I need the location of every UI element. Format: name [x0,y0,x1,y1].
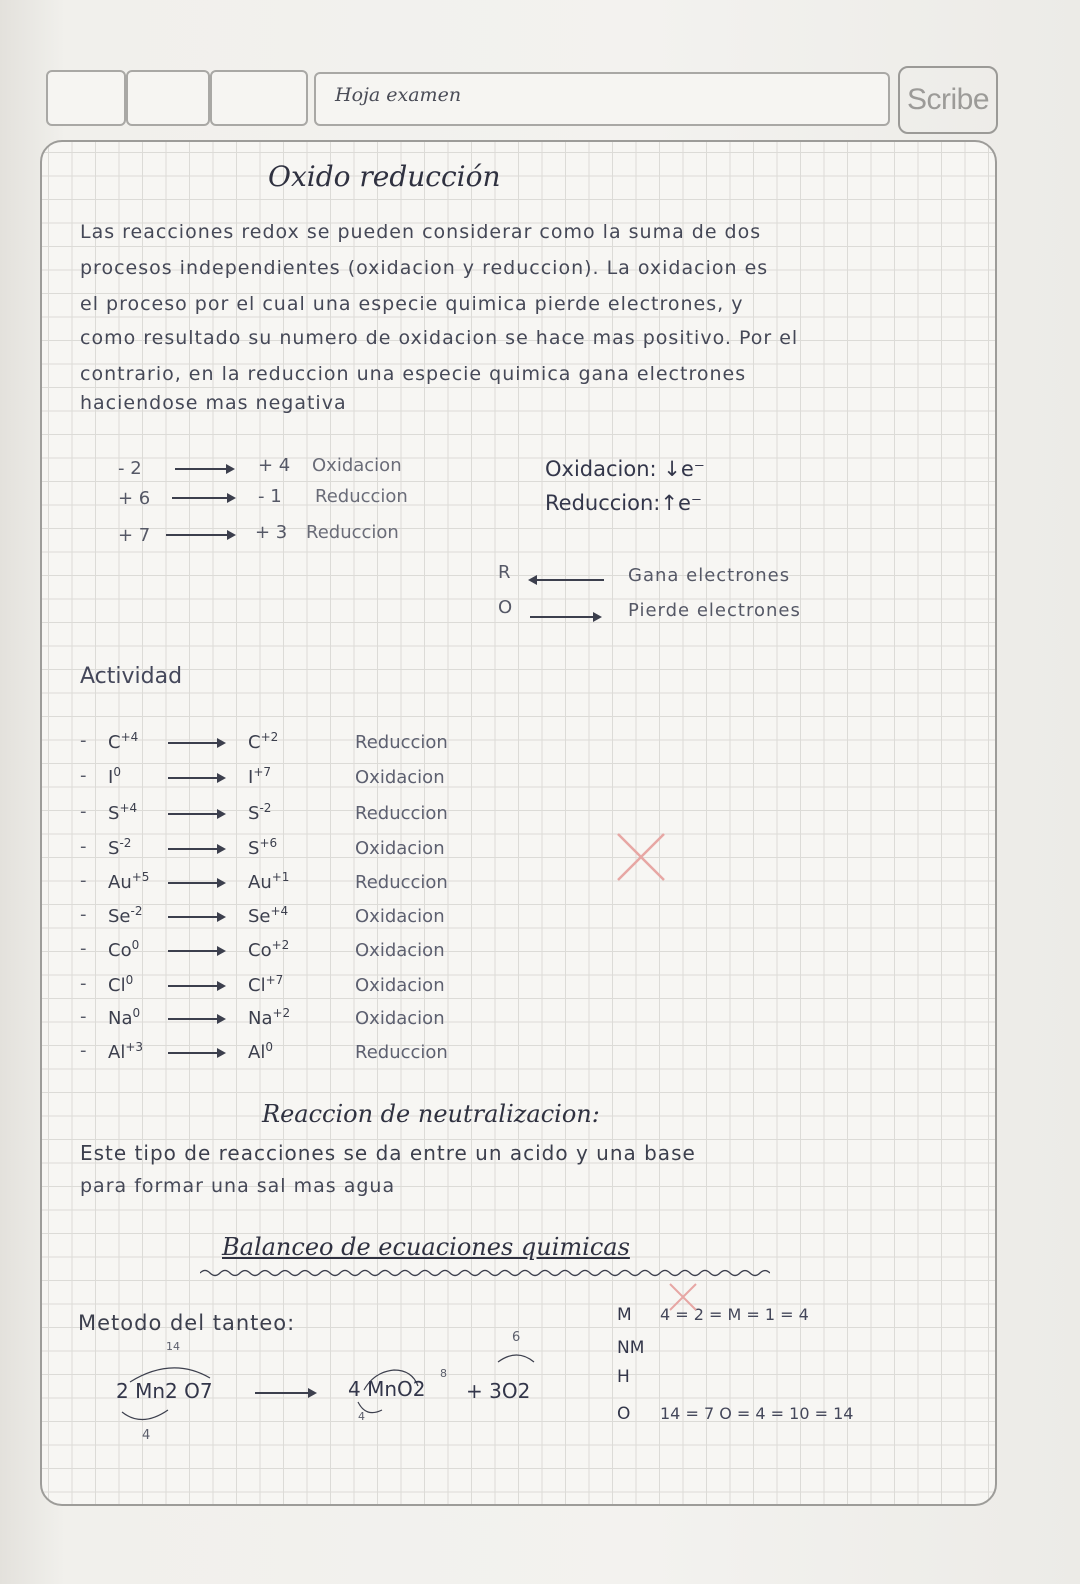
activity-dash: - [80,904,87,925]
activity-from [108,904,142,927]
balance-calc: 4 = 2 = M = 1 = 4 [660,1305,809,1324]
activity-result: Oxidacion [355,767,445,788]
activity-from [108,801,137,824]
from-species: Co [108,940,132,961]
arrow-right-icon [168,916,224,918]
activity-to [248,836,277,859]
activity-result: Reduccion [355,872,448,893]
activity-result: Reduccion [355,803,448,824]
to-oxidation-state: +7 [253,765,272,779]
header-cell-2 [126,70,210,126]
example-from-1: - 2 [118,458,142,479]
from-oxidation-state: 0 [113,765,121,779]
from-species: Cl [108,975,126,996]
arrow-right-icon [530,616,600,618]
activity-to [248,904,288,927]
arrow-right-icon [168,950,224,952]
to-species: S [248,838,260,859]
from-species: I [108,767,114,788]
activity-from [108,730,138,753]
balance-calc: 14 = 7 O = 4 = 10 = 14 [660,1404,854,1423]
activity-to [248,1040,273,1063]
r-letter: R [498,562,511,583]
activity-result: Reduccion [355,732,448,753]
example-to-2: - 1 [258,486,282,507]
arrow-right-icon [168,848,224,850]
intro-line-5: contrario, en la reduccion una especie quimica gana electrones [80,363,747,385]
balance-element: NM [617,1338,645,1358]
to-oxidation-state: +2 [271,938,290,952]
activity-result: Oxidacion [355,906,445,927]
activity-to [248,730,278,753]
annotation-4-right: 4 [358,1410,365,1423]
intro-line-4: como resultado su numero de oxidacion se hace mas positivo. Por el [80,327,799,349]
annotation-6: 6 [512,1330,521,1345]
cross-mark [666,1280,702,1316]
to-species: Cl [248,975,266,996]
from-oxidation-state: +5 [131,870,150,884]
arrow-right-icon [168,1018,224,1020]
activity-to [248,870,289,893]
example-from-2: + 6 [118,488,151,509]
intro-line-2: procesos independientes (oxidacion y reduccion). La oxidacion es [80,257,769,279]
activity-from [108,1006,140,1029]
neutralization-line-1: Este tipo de reacciones se da entre un acido y una base [80,1141,696,1165]
activity-dash: - [80,765,87,786]
from-species: Au [108,872,132,893]
to-oxidation-state: +4 [270,904,289,918]
arrow-right-icon [168,882,224,884]
annotation-4-left: 4 [142,1428,151,1443]
activity-to [248,1006,290,1029]
o-text: Pierde electrones [628,600,801,621]
header-cell-3 [210,70,308,126]
activity-result: Oxidacion [355,1008,445,1029]
from-species: S [108,803,120,824]
activity-to [248,765,271,788]
activity-dash: - [80,1006,87,1027]
to-species: Se [248,906,271,927]
to-species: S [248,803,260,824]
activity-dash: - [80,973,87,994]
from-species: S [108,838,120,859]
cross-mark [612,828,672,888]
activity-dash: - [80,730,87,751]
scribe-logo: Scribe [898,66,998,134]
activity-to [248,801,271,824]
reduction-rule: Reduccion:↑e⁻ [545,491,702,515]
arrow-right-icon [168,1052,224,1054]
arrow-right-icon [168,742,224,744]
activity-dash: - [80,1040,87,1061]
example-to-1: + 4 [258,455,291,476]
annotation-14: 14 [166,1340,180,1353]
to-oxidation-state: +1 [271,870,290,884]
from-oxidation-state: 0 [125,973,134,987]
from-species: Na [108,1008,133,1029]
page-title: Oxido reducción [268,160,501,193]
intro-line-1: Las reacciones redox se pueden considerar como la suma de dos [80,221,762,243]
activity-from [108,870,149,893]
arrow-right-icon [168,777,224,779]
activity-from [108,765,121,788]
arrow-right-icon [168,813,224,815]
arrow-right-icon [168,985,224,987]
to-oxidation-state: -2 [259,801,272,815]
o-letter: O [498,597,513,618]
from-oxidation-state: -2 [130,904,143,918]
from-oxidation-state: +4 [120,730,139,744]
from-oxidation-state: -2 [119,836,132,850]
from-species: Se [108,906,131,927]
activity-to [248,973,283,996]
intro-line-3: el proceso por el cual una especie quimica pierde electrones, y [80,293,744,315]
activity-dash: - [80,938,87,959]
example-label-1: Oxidacion [312,455,402,476]
to-species: Co [248,940,272,961]
arrow-right-icon [166,534,234,536]
example-label-3: Reduccion [306,522,399,543]
to-oxidation-state: +7 [265,973,284,987]
equation-product-2: + 3O2 [466,1379,531,1403]
activity-to [248,938,289,961]
activity-result: Oxidacion [355,940,445,961]
activity-result: Oxidacion [355,975,445,996]
activity-from [108,973,133,996]
intro-line-6: haciendose mas negativa [80,392,347,414]
activity-dash: - [80,801,87,822]
activity-result: Reduccion [355,1042,448,1063]
to-oxidation-state: 0 [265,1040,273,1054]
to-oxidation-state: +2 [272,1006,291,1020]
method-label: Metodo del tanteo: [78,1311,296,1335]
example-label-2: Reduccion [315,486,408,507]
to-oxidation-state: +6 [259,836,278,850]
neutralization-line-2: para formar una sal mas agua [80,1175,396,1197]
from-oxidation-state: 0 [131,938,140,952]
arrow-left-icon [530,579,604,581]
neutralization-heading: Reaccion de neutralizacion: [262,1100,600,1128]
activity-result: Oxidacion [355,838,445,859]
balance-element: M [617,1305,632,1325]
annotation-8: 8 [440,1367,447,1380]
from-species: C [108,732,121,753]
balance-element: O [617,1404,631,1424]
from-species: Al [108,1042,126,1063]
activity-heading: Actividad [80,664,183,689]
to-species: Au [248,872,272,893]
header-cell-1 [46,70,126,126]
activity-from [108,836,131,859]
arrow-right-icon [255,1392,315,1394]
balance-heading: Balanceo de ecuaciones quimicas [222,1233,630,1261]
activity-dash: - [80,870,87,891]
equation-product-1: 4 MnO2 [348,1377,426,1401]
example-from-3: + 7 [118,525,151,546]
activity-from [108,938,139,961]
arrow-right-icon [172,497,234,499]
balance-element: H [617,1367,630,1387]
from-oxidation-state: +3 [125,1040,144,1054]
from-oxidation-state: +4 [119,801,138,815]
from-oxidation-state: 0 [132,1006,141,1020]
to-species: Al [248,1042,266,1063]
example-to-3: + 3 [255,522,288,543]
to-oxidation-state: +2 [260,730,279,744]
r-text: Gana electrones [628,565,791,586]
to-species: Na [248,1008,273,1029]
wavy-underline [200,1268,770,1278]
oxidation-rule: Oxidacion: ↓e⁻ [545,457,705,481]
equation-reactant: 2 Mn2 O7 [116,1379,213,1403]
activity-from [108,1040,143,1063]
arrow-right-icon [175,468,233,470]
activity-dash: - [80,836,87,857]
to-species: C [248,732,261,753]
to-species: I [248,767,254,788]
header-title: Hoja examen [335,84,462,106]
